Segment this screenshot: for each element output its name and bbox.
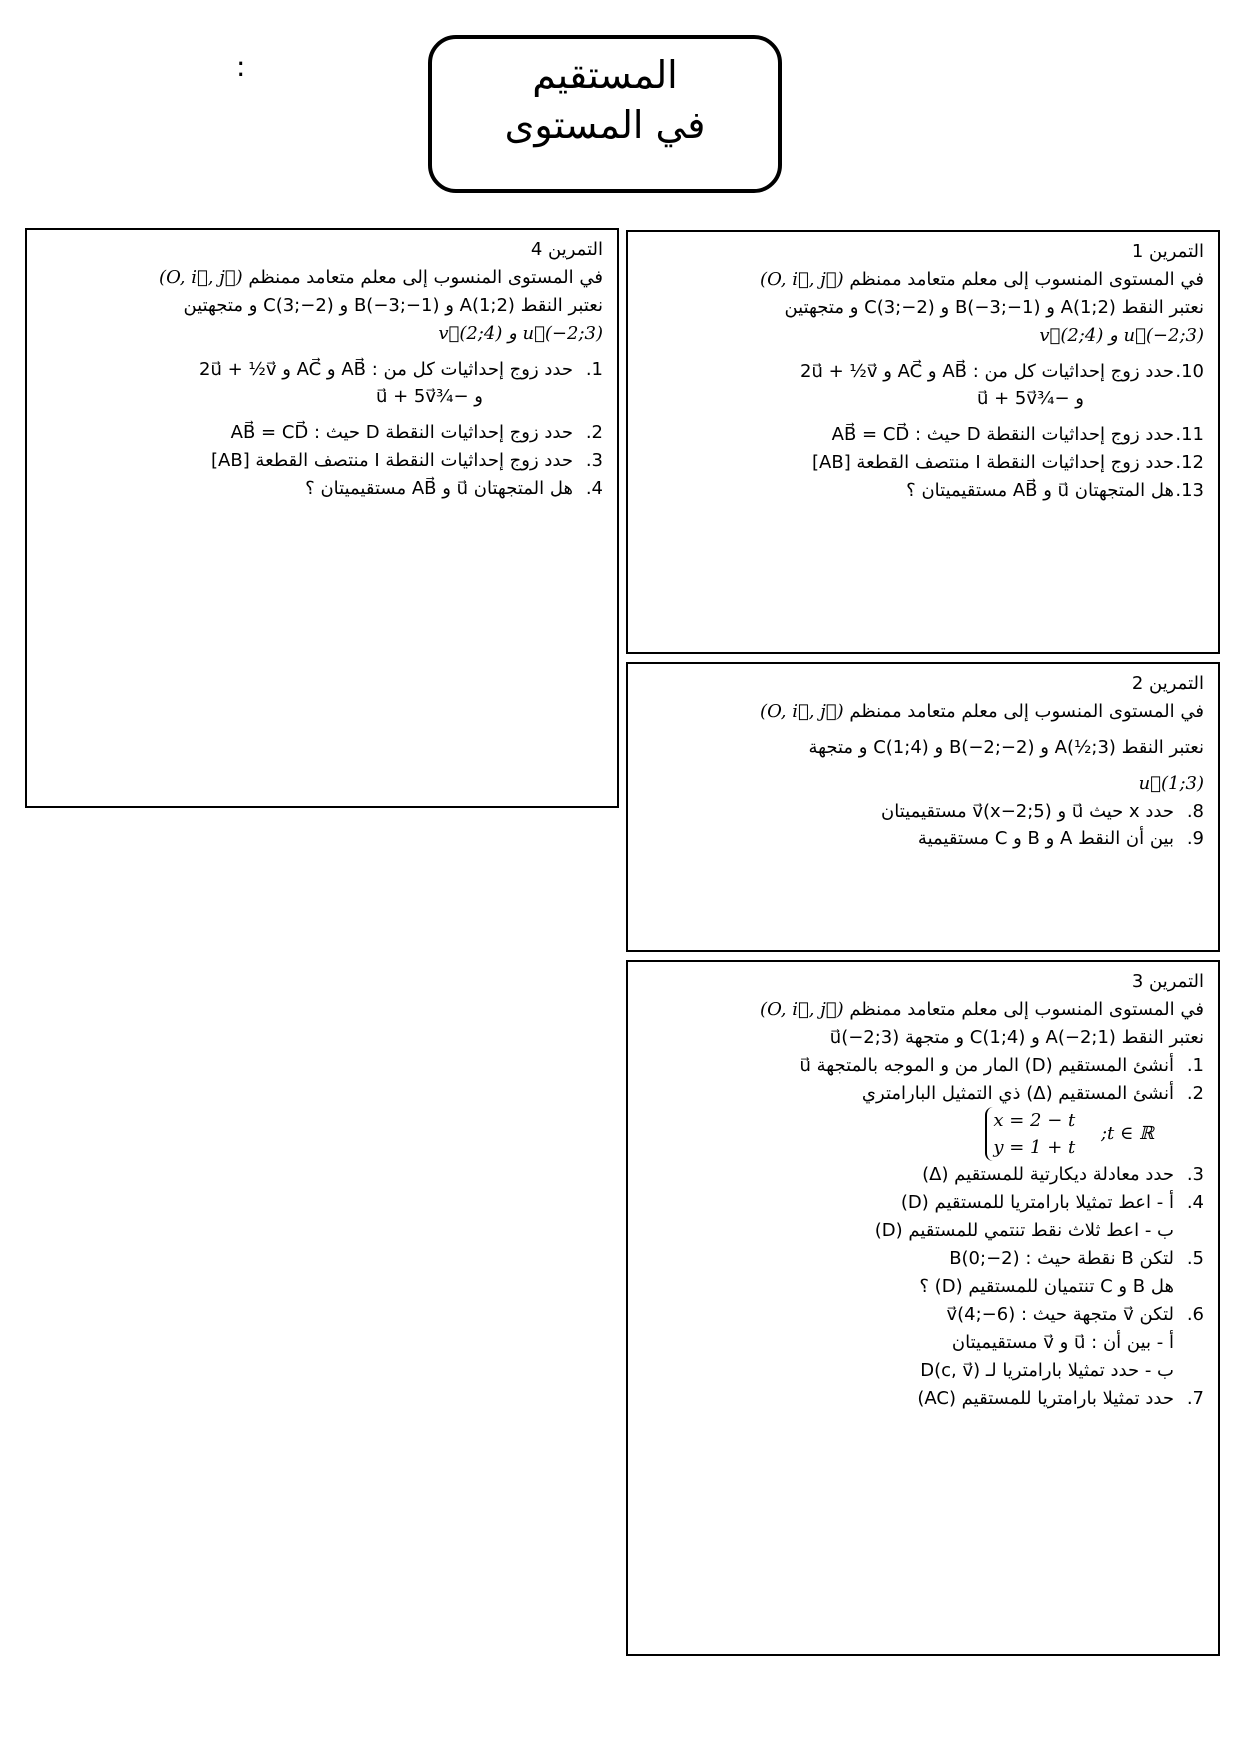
ex1-frame: في المستوى المنسوب إلى معلم متعامد ممنظم (O, i⃗, j⃗) <box>760 268 1204 290</box>
ex2-q8: 8.حدد x حيث u⃗ و v⃗(x−2;5) مستقيميتان <box>881 800 1204 822</box>
ex3-sys-y: y = 1 + t <box>993 1137 1076 1159</box>
ex3-q2: 2.أنشئ المستقيم (Δ) ذي التمثيل البارامتري <box>861 1082 1204 1104</box>
ex1-vectors: v⃗(2;4) و u⃗(−2;3) <box>1039 324 1204 346</box>
ex3-sys-brace <box>985 1107 1075 1161</box>
header-colon: : <box>236 50 246 83</box>
ex1-q10: 10.حدد زوج إحداثيات كل من : AB⃗ و AC⃗ و 2u⃗ + ½v⃗ <box>800 360 1204 382</box>
exercise-4-title: التمرين 4 <box>530 239 603 260</box>
ex4-q1: 1.حدد زوج إحداثيات كل من : AB⃗ و AC⃗ و 2u⃗ + ½v⃗ <box>199 358 603 380</box>
ex4-q4: 4.هل المتجهتان u⃗ و AB⃗ مستقيميتان ؟ <box>305 478 603 500</box>
ex3-q6: 6.لتكن v⃗ متجهة حيث : v⃗(4;−6) <box>946 1303 1204 1325</box>
exercise-3-box <box>626 960 1220 1656</box>
ex2-points: نعتبر النقط A(½;3) و B(−2;−2) و C(1;4) و متجهة <box>808 736 1204 758</box>
title-box <box>428 35 782 193</box>
ex4-q1b: و −¾u⃗ + 5v⃗ <box>376 386 483 408</box>
ex4-q2: 2.حدد زوج إحداثيات النقطة D حيث : AB⃗ = CD⃗ <box>230 422 603 444</box>
exercise-1-title: التمرين 1 <box>1131 241 1204 262</box>
ex1-q13: 13.هل المتجهتان u⃗ و AB⃗ مستقيميتان ؟ <box>906 480 1204 502</box>
ex1-q12: 12.حدد زوج إحداثيات النقطة I منتصف القطعة [AB] <box>811 452 1204 474</box>
ex3-q3: 3.حدد معادلة ديكارتية للمستقيم (Δ) <box>922 1164 1204 1186</box>
ex3-q5: 5.لتكن B نقطة حيث : B(0;−2) <box>949 1248 1204 1270</box>
ex3-q6b: ب - حدد تمثيلا بارامتريا لـ D(c, v⃗) <box>920 1359 1174 1381</box>
ex3-system <box>638 1107 1204 1161</box>
ex4-q3: 3.حدد زوج إحداثيات النقطة I منتصف القطعة [AB] <box>210 450 603 472</box>
title-line-1: المستقيم <box>532 53 678 97</box>
ex4-frame: في المستوى المنسوب إلى معلم متعامد ممنظم (O, i⃗, j⃗) <box>159 266 603 288</box>
ex3-q4b: ب - اعط ثلاث نقط تنتمي للمستقيم (D) <box>874 1220 1174 1242</box>
ex3-sys-x: x = 2 − t <box>993 1110 1076 1132</box>
ex3-q1: 1.أنشئ المستقيم (D) المار من و الموجه بالمتجهة u⃗ <box>799 1054 1204 1076</box>
ex3-frame: في المستوى المنسوب إلى معلم متعامد ممنظم (O, i⃗, j⃗) <box>760 998 1204 1020</box>
ex4-vectors: v⃗(2;4) و u⃗(−2;3) <box>438 322 603 344</box>
ex3-sys-param: ;t ∈ ℝ <box>1100 1123 1154 1145</box>
ex3-q4: 4.أ - اعط تمثيلا بارامتريا للمستقيم (D) <box>900 1192 1204 1214</box>
ex2-q9: 9.بين أن النقط A و B و C مستقيمية <box>917 828 1204 850</box>
exercise-4-box <box>25 228 619 808</box>
ex1-points: نعتبر النقط A(1;2) و B(−3;−1) و C(3;−2) و متجهتين <box>784 296 1204 318</box>
ex4-points: نعتبر النقط A(1;2) و B(−3;−1) و C(3;−2) و متجهتين <box>183 294 603 316</box>
ex3-q6a: أ - بين أن : u⃗ و v⃗ مستقيميتان <box>951 1331 1174 1353</box>
ex3-q7: 7.حدد تمثيلا بارامتريا للمستقيم (AC) <box>917 1387 1204 1409</box>
exercise-2-box <box>626 662 1220 952</box>
ex1-q11: 11.حدد زوج إحداثيات النقطة D حيث : AB⃗ = CD⃗ <box>831 424 1204 446</box>
ex2-frame: في المستوى المنسوب إلى معلم متعامد ممنظم (O, i⃗, j⃗) <box>760 700 1204 722</box>
exercise-1-box <box>626 230 1220 654</box>
ex3-points: نعتبر النقط A(−2;1) و C(1;4) و متجهة u⃗(−2;3) <box>829 1026 1204 1048</box>
exercise-3-title: التمرين 3 <box>1131 971 1204 992</box>
ex2-vector: u⃗(1;3) <box>1138 772 1204 794</box>
ex3-q5b: هل B و C تنتميان للمستقيم (D) ؟ <box>919 1276 1174 1298</box>
exercise-2-title: التمرين 2 <box>1131 673 1204 694</box>
title-line-2: في المستوى <box>504 103 706 147</box>
ex1-q10b: و −¾u⃗ + 5v⃗ <box>977 388 1084 410</box>
